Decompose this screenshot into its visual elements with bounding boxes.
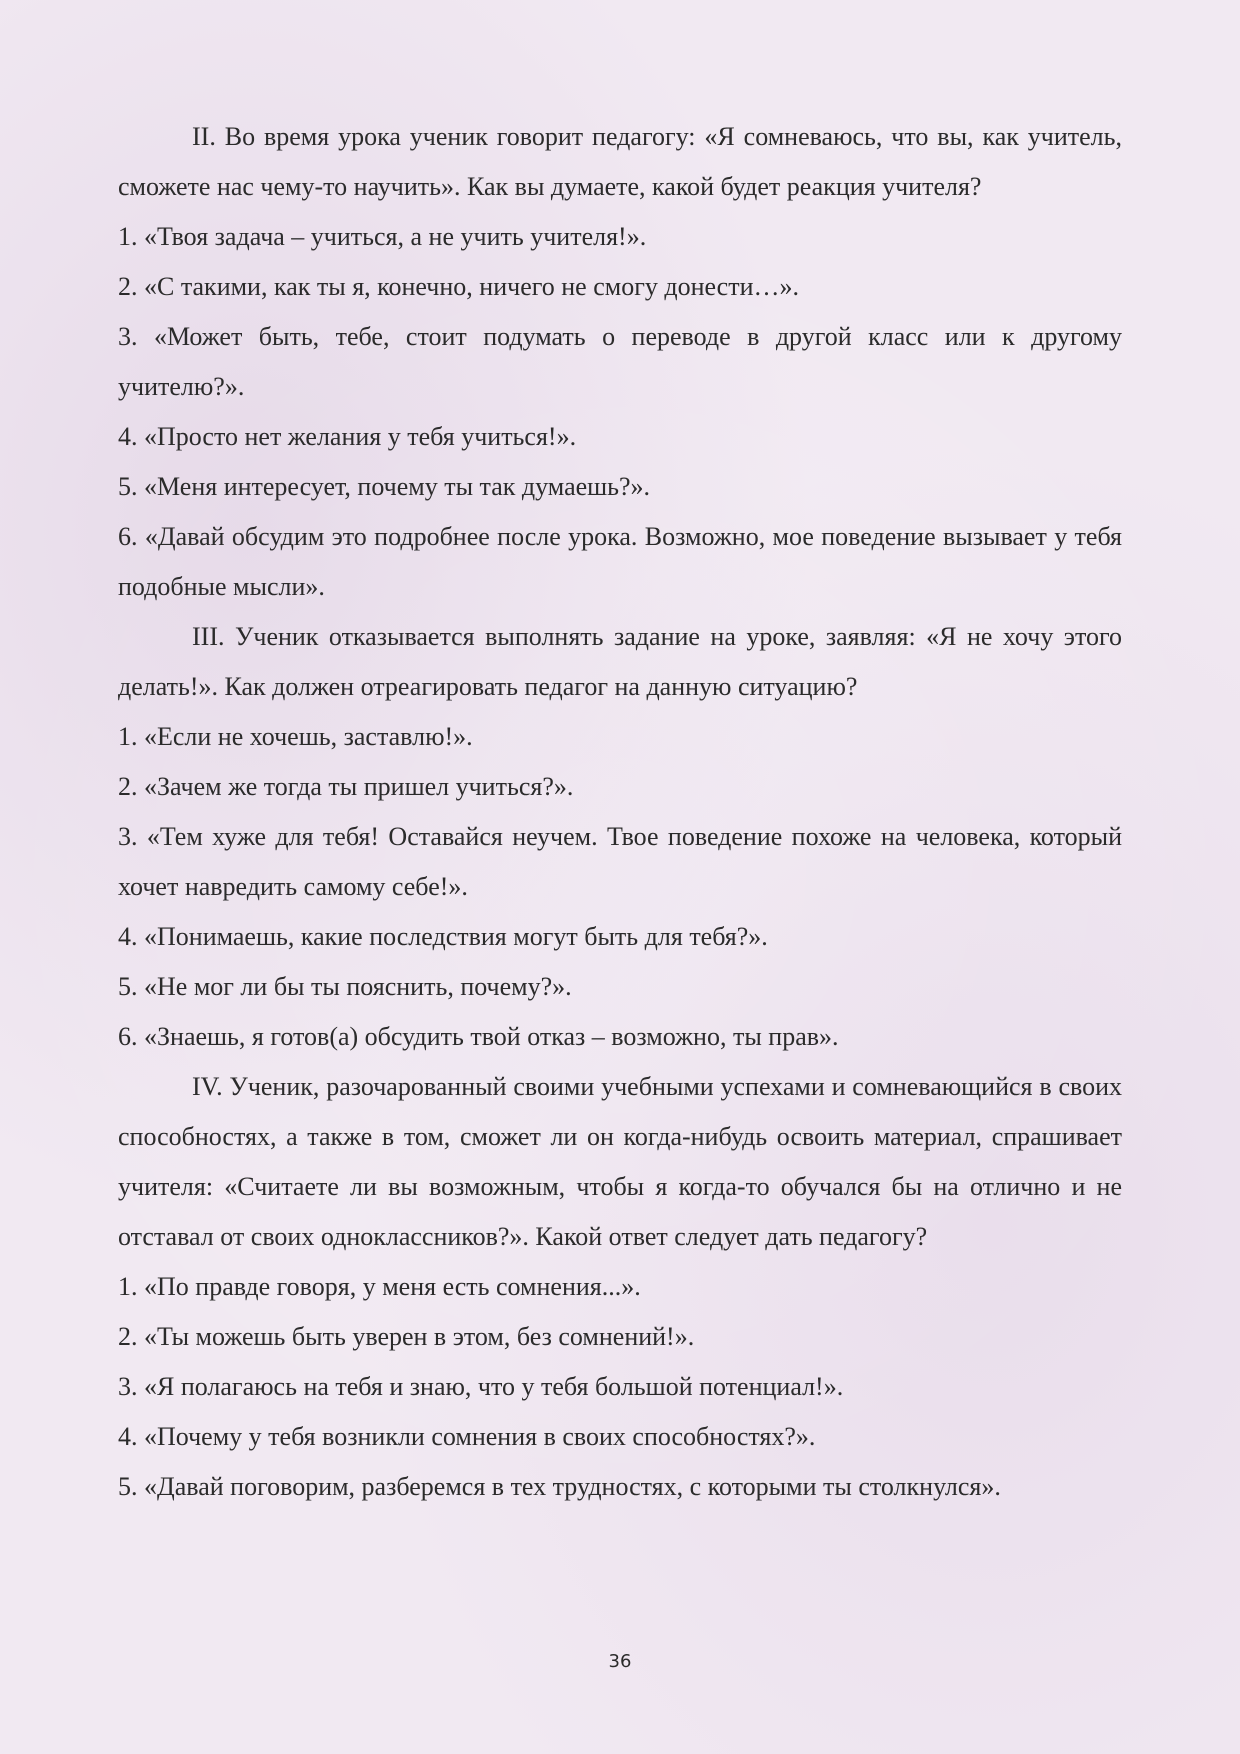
- answer-option: 1. «Твоя задача – учиться, а не учить учителя!».: [118, 222, 647, 251]
- answer-option: 2. «С такими, как ты я, конечно, ничего не смогу донести…».: [118, 272, 800, 301]
- document-body: [118, 112, 1122, 1512]
- question-2-text: II. Во время урока ученик говорит педагогу: «Я сомневаюсь, что вы, как учитель, сможете нас чему-то научить». Как вы думаете, какой будет реакция учителя?: [118, 122, 1122, 201]
- answer-option: 5. «Меня интересует, почему ты так думаешь?».: [118, 472, 651, 501]
- answer-option: 2. «Зачем же тогда ты пришел учиться?».: [118, 772, 574, 801]
- answer-option: 1. «Если не хочешь, заставлю!».: [118, 722, 473, 751]
- answer-option: 6. «Знаешь, я готов(а) обсудить твой отказ – возможно, ты прав».: [118, 1022, 839, 1051]
- answer-option: 4. «Просто нет желания у тебя учиться!».: [118, 422, 577, 451]
- answer-option: 1. «По правде говоря, у меня есть сомнения...».: [118, 1272, 641, 1301]
- answer-option: 3. «Тем хуже для тебя! Оставайся неучем. Твое поведение похоже на человека, который хочет навредить самому себе!».: [118, 822, 1122, 901]
- answer-option: 4. «Почему у тебя возникли сомнения в своих способностях?».: [118, 1422, 816, 1451]
- question-4-text: IV. Ученик, разочарованный своими учебными успехами и сомневающийся в своих способностях, а также в том, сможет ли он когда-нибудь освоить материал, спрашивает учителя: «Считаете ли вы возможным, чтобы я когда-то обучался бы на отлично и не отставал от своих одноклассников?». Какой ответ следует дать педагогу?: [118, 1072, 1122, 1251]
- answer-option: 2. «Ты можешь быть уверен в этом, без сомнений!».: [118, 1322, 695, 1351]
- question-3-text: III. Ученик отказывается выполнять задание на уроке, заявляя: «Я не хочу этого делать!». Как должен отреагировать педагог на данную ситуацию?: [118, 622, 1122, 701]
- page-number: 36: [608, 1651, 632, 1672]
- answer-option: 3. «Я полагаюсь на тебя и знаю, что у тебя большой потенциал!».: [118, 1372, 844, 1401]
- answer-option: 4. «Понимаешь, какие последствия могут быть для тебя?».: [118, 922, 768, 951]
- answer-option: 6. «Давай обсудим это подробнее после урока. Возможно, мое поведение вызывает у тебя подобные мысли».: [118, 522, 1122, 601]
- answer-option: 5. «Давай поговорим, разберемся в тех трудностях, с которыми ты столкнулся».: [118, 1472, 1001, 1501]
- answer-option: 5. «Не мог ли бы ты пояснить, почему?».: [118, 972, 572, 1001]
- answer-option: 3. «Может быть, тебе, стоит подумать о переводе в другой класс или к другому учителю?».: [118, 322, 1122, 401]
